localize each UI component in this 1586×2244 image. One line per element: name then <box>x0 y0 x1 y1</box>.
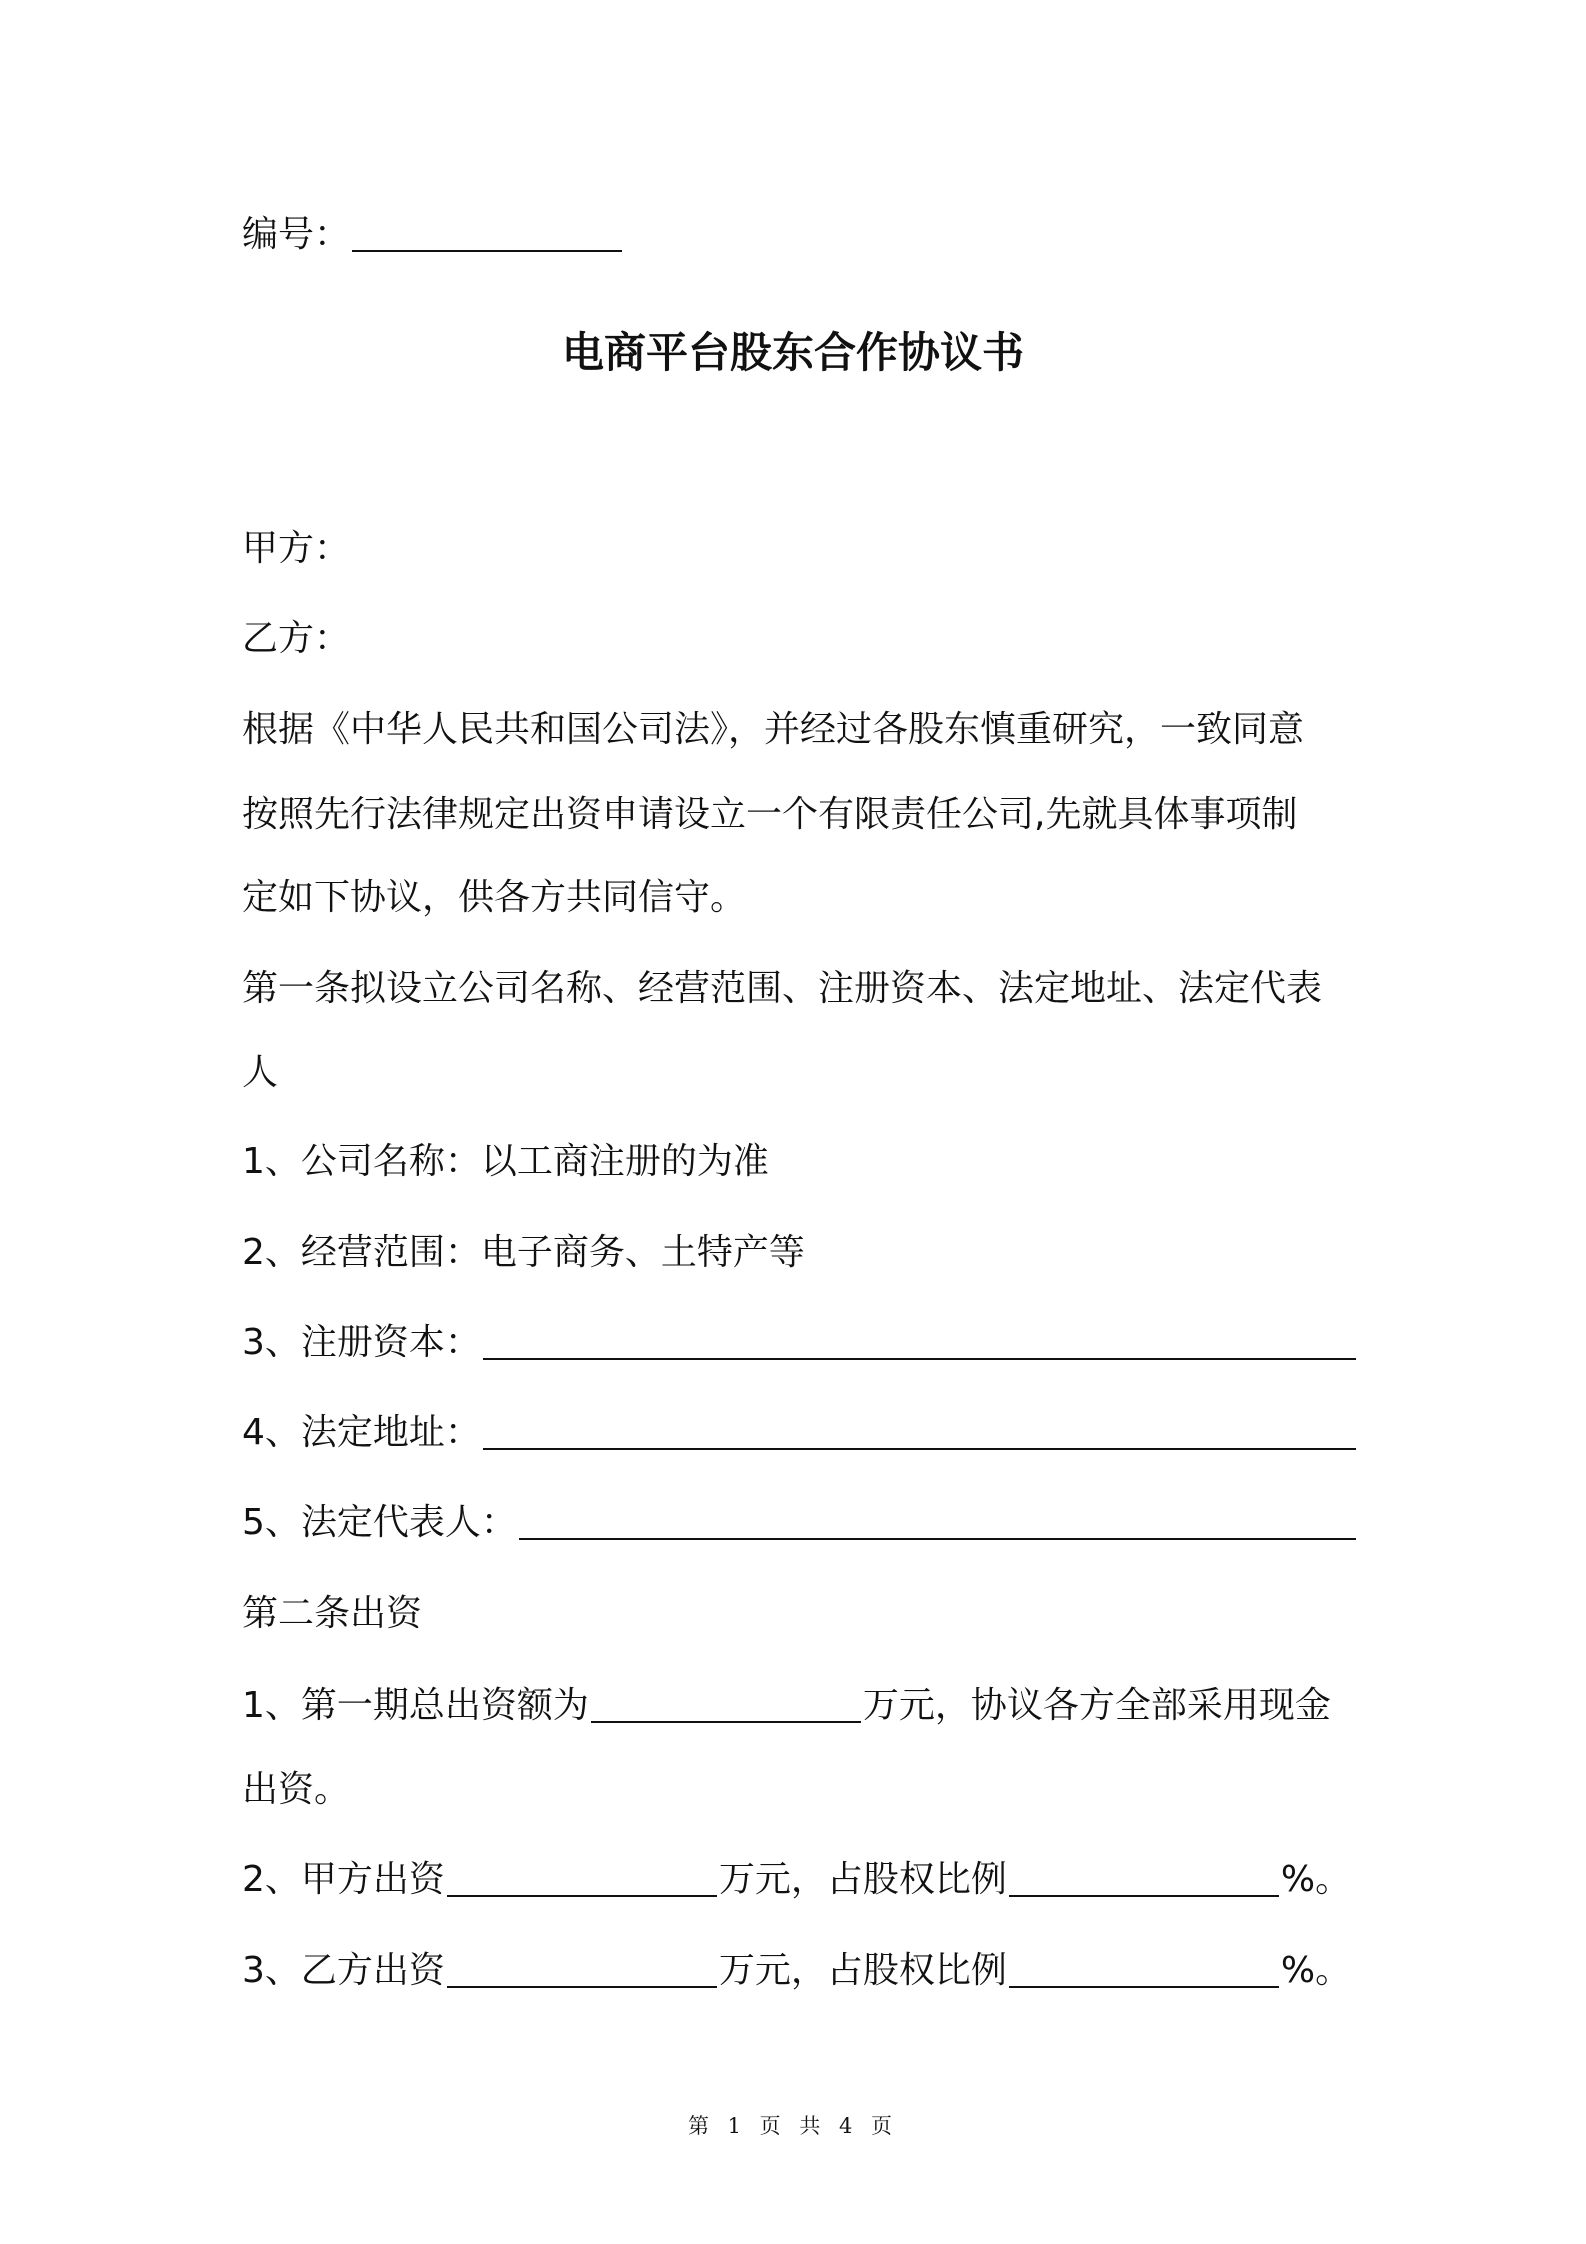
legal-address-label: 4、法定地址： <box>242 1412 481 1453</box>
party-a-investment-label: 2、甲方出资 <box>242 1859 445 1900</box>
preamble-line: 定如下协议，供各方共同信守。 <box>242 877 747 918</box>
preamble-line: 根据《中华人民共和国公司法》，并经过各股东慎重研究，一致同意 <box>242 709 1305 750</box>
party-a: 甲方： <box>242 528 351 569</box>
document-number <box>242 212 1358 258</box>
business-scope-item: 2、经营范围：电子商务、土特产等 <box>242 1232 805 1273</box>
page-footer: 第 1 页 共 4 页 <box>687 2114 899 2138</box>
party-a-amount-blank <box>447 1859 717 1897</box>
legal-representative-label: 5、法定代表人： <box>242 1502 517 1543</box>
party-a-investment-item <box>242 1857 1358 1903</box>
party-a-share-blank <box>1009 1859 1279 1897</box>
document-number-label: 编号： <box>242 214 351 255</box>
legal-address-blank <box>483 1412 1356 1450</box>
unit-label: 万元，占股权比例 <box>718 1859 1007 1900</box>
legal-representative-item <box>242 1500 1358 1546</box>
party-b: 乙方： <box>242 618 351 659</box>
article1-heading-cont: 人 <box>242 1052 279 1093</box>
document-number-blank <box>352 214 622 252</box>
party-b-share-blank <box>1009 1950 1279 1988</box>
total-investment-blank <box>591 1685 861 1723</box>
registered-capital-item <box>242 1320 1358 1366</box>
preamble-line: 按照先行法律规定出资申请设立一个有限责任公司,先就具体事项制 <box>242 794 1298 835</box>
party-b-investment-label: 3、乙方出资 <box>242 1950 445 1991</box>
party-b-investment-item <box>242 1948 1358 1994</box>
article2-heading: 第二条出资 <box>242 1593 423 1634</box>
party-b-amount-blank <box>447 1950 717 1988</box>
registered-capital-label: 3、注册资本： <box>242 1322 481 1363</box>
article1-heading: 第一条拟设立公司名称、经营范围、注册资本、法定地址、法定代表 <box>242 968 1323 1009</box>
total-investment-cont: 出资。 <box>242 1769 351 1810</box>
company-name-item: 1、公司名称：以工商注册的为准 <box>242 1141 769 1182</box>
percent-label: %。 <box>1280 1859 1352 1900</box>
total-investment-suffix: 万元，协议各方全部采用现金 <box>862 1685 1331 1726</box>
document-title: 电商平台股东合作协议书 <box>561 328 1024 377</box>
percent-label: %。 <box>1280 1950 1352 1991</box>
unit-label: 万元，占股权比例 <box>718 1950 1007 1991</box>
total-investment-label: 1、第一期总出资额为 <box>242 1685 589 1726</box>
legal-address-item <box>242 1410 1358 1456</box>
registered-capital-blank <box>483 1322 1356 1360</box>
total-investment-item <box>242 1683 1358 1729</box>
legal-representative-blank <box>519 1502 1356 1540</box>
